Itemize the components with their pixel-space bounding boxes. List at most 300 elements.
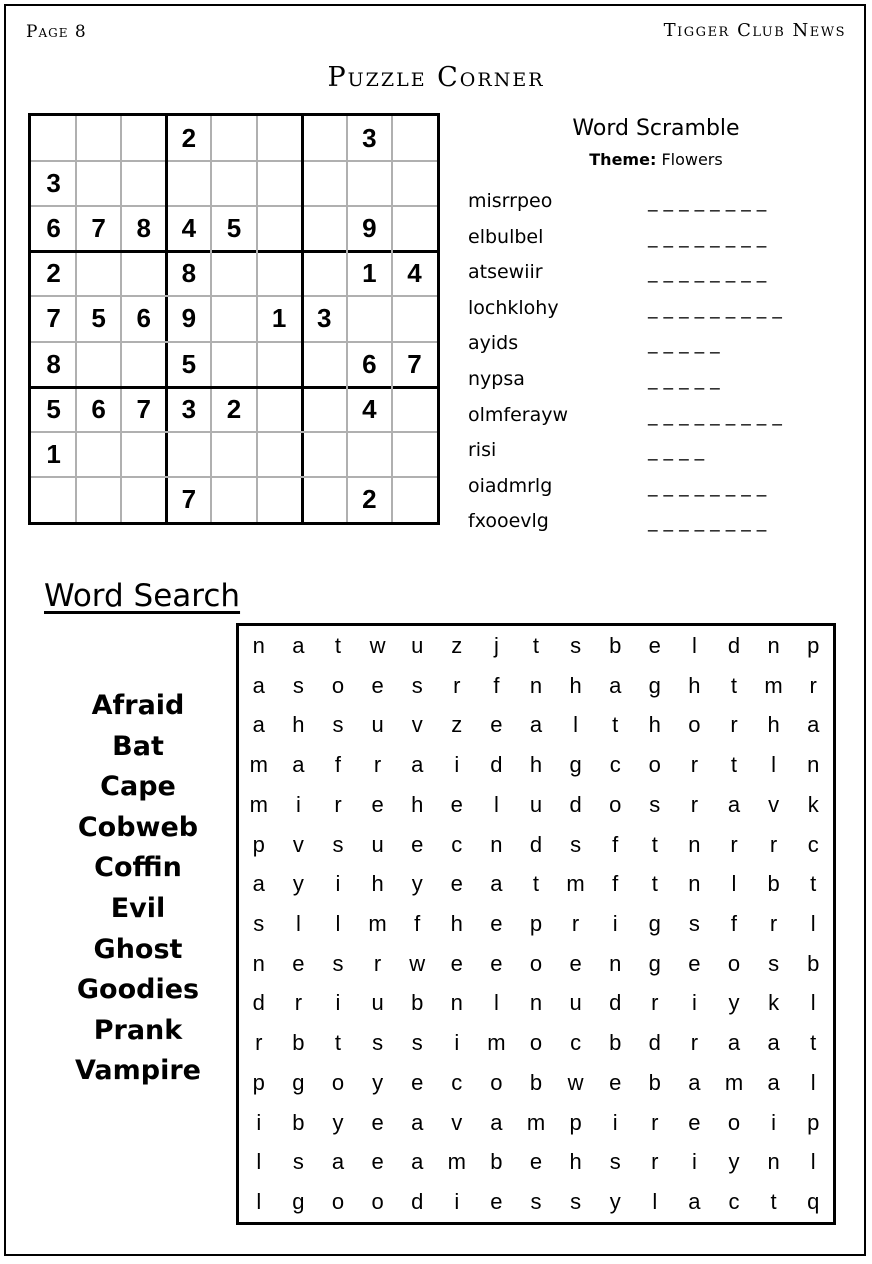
grid-letter[interactable]: i: [454, 1030, 460, 1056]
grid-letter[interactable]: t: [810, 1030, 817, 1056]
grid-letter[interactable]: a: [727, 791, 741, 817]
grid-letter[interactable]: e: [569, 950, 582, 976]
grid-letter[interactable]: l: [256, 1189, 262, 1215]
sudoku-cell[interactable]: 5: [226, 213, 242, 244]
grid-letter[interactable]: a: [688, 1189, 701, 1215]
grid-letter[interactable]: a: [292, 632, 305, 658]
grid-letter[interactable]: l: [810, 910, 816, 936]
sudoku-cell[interactable]: [211, 432, 256, 477]
grid-letter[interactable]: c: [728, 1189, 740, 1215]
sudoku-cell[interactable]: [257, 251, 302, 296]
grid-letter[interactable]: o: [727, 950, 741, 976]
grid-letter[interactable]: l: [771, 752, 777, 778]
grid-letter[interactable]: a: [411, 1109, 424, 1135]
grid-letter[interactable]: v: [411, 712, 423, 738]
grid-letter[interactable]: n: [688, 831, 701, 857]
grid-letter[interactable]: p: [529, 910, 543, 936]
grid-letter[interactable]: d: [609, 990, 622, 1016]
grid-letter[interactable]: t: [334, 632, 342, 658]
grid-letter[interactable]: y: [372, 1069, 384, 1095]
grid-letter[interactable]: c: [609, 752, 621, 778]
grid-letter[interactable]: l: [810, 1149, 816, 1175]
grid-letter[interactable]: l: [493, 791, 499, 817]
grid-letter[interactable]: r: [809, 672, 817, 698]
grid-letter[interactable]: d: [727, 632, 741, 658]
grid-letter[interactable]: e: [490, 910, 503, 936]
grid-letter[interactable]: y: [332, 1109, 344, 1135]
sudoku-cell[interactable]: [166, 161, 211, 206]
grid-letter[interactable]: i: [295, 791, 301, 817]
grid-letter[interactable]: r: [453, 672, 461, 698]
sudoku-cell[interactable]: [76, 116, 121, 161]
grid-letter[interactable]: w: [369, 632, 386, 658]
sudoku-cell[interactable]: 2: [362, 483, 377, 514]
grid-letter[interactable]: n: [767, 1149, 780, 1175]
grid-letter[interactable]: z: [451, 712, 463, 738]
grid-letter[interactable]: s: [768, 950, 780, 976]
grid-letter[interactable]: t: [730, 752, 738, 778]
sudoku-cell[interactable]: [257, 342, 302, 387]
grid-letter[interactable]: e: [450, 950, 463, 976]
grid-letter[interactable]: g: [648, 950, 661, 976]
sudoku-cell[interactable]: [211, 116, 256, 161]
sudoku-cell[interactable]: 5: [181, 348, 197, 379]
grid-letter[interactable]: a: [292, 752, 305, 778]
grid-letter[interactable]: c: [570, 1030, 582, 1056]
sudoku-cell[interactable]: [392, 161, 437, 206]
grid-letter[interactable]: t: [651, 871, 658, 897]
grid-letter[interactable]: p: [569, 1109, 582, 1135]
grid-letter[interactable]: i: [691, 990, 697, 1016]
grid-letter[interactable]: i: [612, 910, 618, 936]
grid-letter[interactable]: i: [256, 1109, 262, 1135]
grid-letter[interactable]: t: [730, 672, 738, 698]
grid-letter[interactable]: e: [411, 831, 424, 857]
sudoku-cell[interactable]: 8: [181, 258, 197, 289]
sudoku-cell[interactable]: [302, 116, 347, 161]
grid-letter[interactable]: f: [414, 910, 421, 936]
sudoku-cell[interactable]: 1: [271, 303, 287, 334]
grid-letter[interactable]: r: [373, 752, 382, 778]
grid-letter[interactable]: o: [529, 950, 543, 976]
grid-letter[interactable]: t: [612, 712, 619, 738]
grid-letter[interactable]: t: [651, 831, 658, 857]
sudoku-cell[interactable]: [392, 432, 437, 477]
grid-letter[interactable]: a: [727, 1030, 741, 1056]
answer-blank[interactable]: _ _ _ _ _ _ _ _: [648, 510, 767, 533]
grid-letter[interactable]: l: [731, 871, 737, 897]
grid-letter[interactable]: d: [529, 831, 543, 857]
grid-letter[interactable]: s: [292, 672, 304, 698]
grid-letter[interactable]: e: [450, 791, 463, 817]
answer-blank[interactable]: _ _ _ _ _ _ _ _: [648, 474, 767, 497]
sudoku-cell[interactable]: 7: [91, 213, 106, 244]
grid-letter[interactable]: s: [332, 831, 344, 857]
grid-letter[interactable]: r: [769, 831, 778, 857]
grid-letter[interactable]: a: [767, 1069, 780, 1095]
grid-letter[interactable]: l: [573, 712, 579, 738]
grid-letter[interactable]: u: [569, 990, 582, 1016]
grid-letter[interactable]: s: [570, 831, 582, 857]
grid-letter[interactable]: l: [810, 1069, 816, 1095]
grid-letter[interactable]: l: [335, 910, 341, 936]
sudoku-cell[interactable]: [31, 477, 76, 522]
grid-letter[interactable]: h: [688, 672, 701, 698]
sudoku-cell[interactable]: 3: [316, 303, 332, 334]
grid-letter[interactable]: a: [490, 1109, 503, 1135]
grid-letter[interactable]: b: [292, 1109, 305, 1135]
grid-letter[interactable]: o: [331, 1189, 345, 1215]
grid-letter[interactable]: e: [371, 1149, 384, 1175]
sudoku-cell[interactable]: [76, 477, 121, 522]
grid-letter[interactable]: h: [569, 1149, 582, 1175]
grid-letter[interactable]: h: [411, 791, 424, 817]
sudoku-cell[interactable]: 3: [46, 168, 61, 199]
grid-letter[interactable]: r: [373, 950, 382, 976]
grid-letter[interactable]: e: [490, 1189, 503, 1215]
answer-blank[interactable]: _ _ _ _ _ _ _ _ _: [648, 403, 782, 426]
grid-letter[interactable]: a: [767, 1030, 780, 1056]
grid-letter[interactable]: m: [249, 791, 268, 817]
sudoku-cell[interactable]: 8: [136, 213, 151, 244]
grid-letter[interactable]: v: [451, 1109, 463, 1135]
grid-letter[interactable]: y: [411, 871, 423, 897]
sudoku-cell[interactable]: [302, 477, 347, 522]
grid-letter[interactable]: a: [609, 672, 622, 698]
grid-letter[interactable]: c: [451, 831, 463, 857]
grid-letter[interactable]: i: [454, 1189, 460, 1215]
grid-letter[interactable]: a: [252, 871, 265, 897]
grid-letter[interactable]: r: [690, 1030, 699, 1056]
sudoku-cell[interactable]: [302, 432, 347, 477]
grid-letter[interactable]: m: [724, 1069, 744, 1095]
grid-letter[interactable]: k: [768, 990, 780, 1016]
grid-letter[interactable]: r: [571, 910, 580, 936]
grid-letter[interactable]: s: [570, 1189, 582, 1215]
grid-letter[interactable]: e: [688, 950, 701, 976]
grid-letter[interactable]: h: [569, 672, 582, 698]
grid-letter[interactable]: h: [371, 871, 384, 897]
sudoku-cell[interactable]: [121, 477, 166, 522]
grid-letter[interactable]: w: [567, 1069, 584, 1095]
sudoku-cell[interactable]: [257, 477, 302, 522]
grid-letter[interactable]: b: [609, 1030, 622, 1056]
grid-letter[interactable]: t: [810, 871, 817, 897]
grid-letter[interactable]: o: [529, 1030, 543, 1056]
grid-letter[interactable]: y: [728, 990, 740, 1016]
grid-letter[interactable]: m: [764, 672, 783, 698]
grid-letter[interactable]: n: [252, 632, 265, 658]
grid-letter[interactable]: b: [767, 871, 780, 897]
grid-letter[interactable]: a: [331, 1149, 345, 1175]
grid-letter[interactable]: a: [411, 1149, 424, 1175]
grid-letter[interactable]: s: [688, 910, 700, 936]
grid-letter[interactable]: v: [292, 831, 304, 857]
grid-letter[interactable]: a: [252, 672, 265, 698]
grid-letter[interactable]: h: [450, 910, 463, 936]
sudoku-cell[interactable]: [257, 432, 302, 477]
grid-letter[interactable]: e: [490, 712, 503, 738]
sudoku-cell[interactable]: 1: [46, 438, 61, 469]
grid-letter[interactable]: i: [335, 990, 341, 1016]
grid-letter[interactable]: r: [294, 990, 303, 1016]
grid-letter[interactable]: p: [807, 632, 820, 658]
grid-letter[interactable]: n: [807, 752, 820, 778]
grid-letter[interactable]: u: [371, 712, 384, 738]
grid-letter[interactable]: r: [730, 831, 738, 857]
sudoku-cell[interactable]: [121, 342, 166, 387]
grid-letter[interactable]: n: [767, 632, 780, 658]
grid-letter[interactable]: l: [652, 1189, 658, 1215]
grid-letter[interactable]: e: [371, 1109, 384, 1135]
grid-letter[interactable]: e: [609, 1069, 622, 1095]
grid-letter[interactable]: e: [688, 1109, 701, 1135]
sudoku-cell[interactable]: [302, 161, 347, 206]
grid-letter[interactable]: m: [487, 1030, 506, 1056]
grid-letter[interactable]: v: [768, 791, 780, 817]
grid-letter[interactable]: n: [450, 990, 463, 1016]
answer-blank[interactable]: _ _ _ _ _: [648, 332, 720, 355]
grid-letter[interactable]: s: [530, 1189, 542, 1215]
sudoku-cell[interactable]: 7: [136, 393, 151, 424]
grid-letter[interactable]: n: [490, 831, 503, 857]
grid-letter[interactable]: b: [609, 632, 622, 658]
grid-letter[interactable]: n: [529, 990, 543, 1016]
grid-letter[interactable]: s: [411, 1030, 423, 1056]
sudoku-cell[interactable]: 4: [181, 213, 197, 244]
grid-letter[interactable]: q: [807, 1189, 820, 1215]
sudoku-cell[interactable]: [392, 206, 437, 251]
sudoku-cell[interactable]: 8: [46, 348, 61, 379]
sudoku-cell[interactable]: [302, 342, 347, 387]
grid-letter[interactable]: s: [609, 1149, 621, 1175]
sudoku-cell[interactable]: [347, 296, 392, 341]
grid-letter[interactable]: i: [771, 1109, 777, 1135]
sudoku-cell[interactable]: 2: [46, 258, 61, 289]
sudoku-cell[interactable]: [302, 387, 347, 432]
grid-letter[interactable]: f: [612, 871, 619, 897]
grid-letter[interactable]: o: [490, 1069, 503, 1095]
grid-letter[interactable]: a: [688, 1069, 701, 1095]
sudoku-cell[interactable]: [302, 251, 347, 296]
grid-letter[interactable]: m: [566, 871, 585, 897]
sudoku-cell[interactable]: 5: [46, 393, 61, 424]
grid-letter[interactable]: e: [490, 950, 503, 976]
grid-letter[interactable]: u: [371, 990, 384, 1016]
grid-letter[interactable]: d: [252, 990, 265, 1016]
grid-letter[interactable]: t: [532, 871, 540, 897]
grid-letter[interactable]: r: [651, 990, 659, 1016]
grid-letter[interactable]: m: [249, 752, 268, 778]
grid-letter[interactable]: p: [252, 1069, 265, 1095]
answer-blank[interactable]: _ _ _ _ _ _ _ _: [648, 190, 767, 212]
grid-letter[interactable]: i: [691, 1149, 697, 1175]
grid-letter[interactable]: s: [570, 632, 582, 658]
grid-letter[interactable]: h: [648, 712, 661, 738]
sudoku-cell[interactable]: [211, 477, 256, 522]
sudoku-cell[interactable]: [392, 477, 437, 522]
grid-letter[interactable]: b: [648, 1069, 661, 1095]
grid-letter[interactable]: n: [529, 672, 543, 698]
sudoku-cell[interactable]: [31, 116, 76, 161]
grid-letter[interactable]: u: [411, 632, 424, 658]
sudoku-cell[interactable]: [211, 251, 256, 296]
grid-letter[interactable]: h: [292, 712, 305, 738]
grid-letter[interactable]: l: [493, 990, 499, 1016]
grid-letter[interactable]: o: [648, 752, 661, 778]
grid-letter[interactable]: p: [252, 831, 265, 857]
sudoku-cell[interactable]: [211, 161, 256, 206]
grid-letter[interactable]: r: [690, 752, 699, 778]
sudoku-cell[interactable]: 9: [362, 213, 377, 244]
sudoku-cell[interactable]: 4: [362, 393, 377, 424]
sudoku-cell[interactable]: [211, 296, 256, 341]
grid-letter[interactable]: l: [691, 632, 697, 658]
sudoku-cell[interactable]: 4: [407, 258, 422, 289]
grid-letter[interactable]: c: [807, 831, 819, 857]
grid-letter[interactable]: f: [730, 910, 738, 936]
grid-letter[interactable]: w: [409, 950, 426, 976]
grid-letter[interactable]: h: [767, 712, 780, 738]
grid-letter[interactable]: o: [609, 791, 622, 817]
grid-letter[interactable]: b: [807, 950, 820, 976]
grid-letter[interactable]: t: [334, 1030, 342, 1056]
sudoku-cell[interactable]: [257, 161, 302, 206]
grid-letter[interactable]: f: [493, 672, 500, 698]
grid-letter[interactable]: b: [411, 990, 424, 1016]
grid-letter[interactable]: p: [807, 1109, 820, 1135]
sudoku-cell[interactable]: 3: [181, 393, 197, 424]
grid-letter[interactable]: m: [526, 1109, 546, 1135]
sudoku-cell[interactable]: 7: [407, 348, 422, 379]
grid-letter[interactable]: h: [529, 752, 543, 778]
grid-letter[interactable]: m: [368, 910, 387, 936]
grid-letter[interactable]: e: [450, 871, 463, 897]
grid-letter[interactable]: k: [807, 791, 819, 817]
grid-letter[interactable]: m: [447, 1149, 466, 1175]
sudoku-cell[interactable]: [257, 206, 302, 251]
grid-letter[interactable]: d: [569, 791, 582, 817]
grid-letter[interactable]: l: [256, 1149, 262, 1175]
sudoku-cell[interactable]: [392, 116, 437, 161]
grid-letter[interactable]: b: [292, 1030, 305, 1056]
grid-letter[interactable]: r: [651, 1109, 659, 1135]
grid-letter[interactable]: g: [292, 1069, 305, 1095]
grid-letter[interactable]: r: [769, 910, 778, 936]
answer-blank[interactable]: _ _ _ _ _: [648, 368, 720, 390]
grid-letter[interactable]: r: [690, 791, 699, 817]
sudoku-cell[interactable]: 7: [181, 483, 197, 514]
grid-letter[interactable]: i: [612, 1109, 618, 1135]
sudoku-cell[interactable]: 6: [46, 213, 61, 244]
grid-letter[interactable]: i: [454, 752, 460, 778]
grid-letter[interactable]: d: [411, 1189, 424, 1215]
sudoku-cell[interactable]: [121, 432, 166, 477]
sudoku-cell[interactable]: [211, 342, 256, 387]
sudoku-cell[interactable]: [347, 432, 392, 477]
sudoku-cell[interactable]: [347, 161, 392, 206]
sudoku-cell[interactable]: 6: [136, 303, 151, 334]
sudoku-cell[interactable]: 2: [226, 393, 242, 424]
grid-letter[interactable]: g: [648, 910, 661, 936]
grid-letter[interactable]: f: [334, 752, 342, 778]
sudoku-cell[interactable]: 3: [362, 123, 377, 154]
grid-letter[interactable]: j: [493, 632, 499, 658]
grid-letter[interactable]: d: [490, 752, 503, 778]
answer-blank[interactable]: _ _ _ _ _ _ _ _: [648, 261, 767, 284]
grid-letter[interactable]: s: [292, 1149, 304, 1175]
sudoku-cell[interactable]: 9: [181, 303, 197, 334]
answer-blank[interactable]: _ _ _ _ _ _ _ _: [648, 225, 767, 248]
sudoku-cell[interactable]: [166, 432, 211, 477]
grid-letter[interactable]: n: [688, 871, 701, 897]
sudoku-cell[interactable]: [392, 296, 437, 341]
grid-letter[interactable]: a: [807, 712, 820, 738]
grid-letter[interactable]: s: [253, 910, 265, 936]
grid-letter[interactable]: c: [451, 1069, 463, 1095]
grid-letter[interactable]: l: [810, 990, 816, 1016]
sudoku-cell[interactable]: 5: [91, 303, 106, 334]
grid-letter[interactable]: o: [331, 672, 345, 698]
grid-letter[interactable]: t: [532, 632, 540, 658]
sudoku-cell[interactable]: [257, 116, 302, 161]
grid-letter[interactable]: n: [609, 950, 622, 976]
grid-letter[interactable]: o: [331, 1069, 345, 1095]
grid-letter[interactable]: l: [295, 910, 301, 936]
grid-letter[interactable]: u: [529, 791, 543, 817]
grid-letter[interactable]: z: [451, 632, 463, 658]
grid-letter[interactable]: e: [292, 950, 305, 976]
answer-blank[interactable]: _ _ _ _: [648, 439, 705, 462]
grid-letter[interactable]: a: [411, 752, 424, 778]
grid-letter[interactable]: s: [649, 791, 661, 817]
grid-letter[interactable]: y: [609, 1189, 621, 1215]
sudoku-cell[interactable]: 2: [181, 123, 197, 154]
sudoku-cell[interactable]: [121, 116, 166, 161]
sudoku-cell[interactable]: [76, 342, 121, 387]
grid-letter[interactable]: e: [648, 632, 661, 658]
grid-letter[interactable]: u: [371, 831, 384, 857]
grid-letter[interactable]: d: [648, 1030, 661, 1056]
sudoku-cell[interactable]: [76, 251, 121, 296]
grid-letter[interactable]: t: [770, 1189, 777, 1215]
grid-letter[interactable]: b: [490, 1149, 503, 1175]
grid-letter[interactable]: s: [332, 950, 344, 976]
grid-letter[interactable]: g: [292, 1189, 305, 1215]
answer-blank[interactable]: _ _ _ _ _ _ _ _ _: [648, 296, 782, 319]
grid-letter[interactable]: r: [730, 712, 738, 738]
grid-letter[interactable]: o: [727, 1109, 741, 1135]
grid-letter[interactable]: i: [335, 871, 341, 897]
grid-letter[interactable]: y: [728, 1149, 740, 1175]
sudoku-cell[interactable]: [121, 161, 166, 206]
grid-letter[interactable]: s: [372, 1030, 384, 1056]
sudoku-cell[interactable]: [392, 387, 437, 432]
grid-letter[interactable]: g: [569, 752, 582, 778]
grid-letter[interactable]: b: [529, 1069, 543, 1095]
sudoku-cell[interactable]: 1: [362, 258, 377, 289]
grid-letter[interactable]: g: [648, 672, 661, 698]
grid-letter[interactable]: f: [612, 831, 619, 857]
grid-letter[interactable]: e: [371, 791, 384, 817]
grid-letter[interactable]: o: [688, 712, 701, 738]
grid-letter[interactable]: y: [292, 871, 304, 897]
sudoku-cell[interactable]: 6: [362, 348, 377, 379]
sudoku-cell[interactable]: [121, 251, 166, 296]
grid-letter[interactable]: r: [334, 791, 342, 817]
grid-letter[interactable]: s: [411, 672, 423, 698]
sudoku-cell[interactable]: [302, 206, 347, 251]
